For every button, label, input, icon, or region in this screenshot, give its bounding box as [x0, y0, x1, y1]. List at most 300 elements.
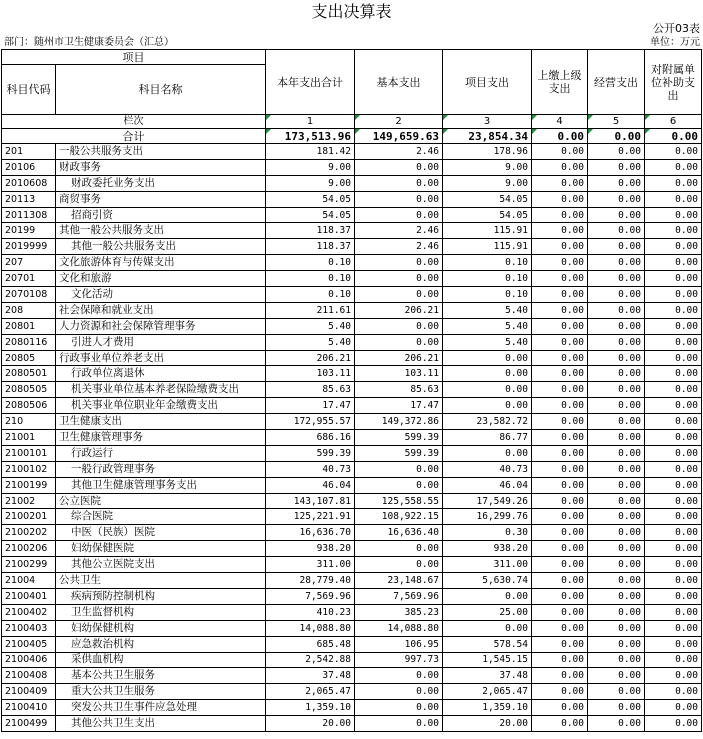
subject-code: 2100202 [2, 525, 56, 541]
subject-name [56, 557, 266, 573]
sum-label: 合计 [2, 129, 266, 144]
value-operating: 0.00 [588, 573, 645, 589]
subject-code: 2100206 [2, 541, 56, 557]
value-basic: 0.00 [355, 334, 443, 350]
table-row [2, 541, 702, 557]
value-total: 54.05 [266, 191, 355, 207]
value-project: 5,630.74 [443, 573, 532, 589]
table-row [2, 287, 702, 303]
value-basic: 2.46 [355, 223, 443, 239]
subject-code: 2100402 [2, 604, 56, 620]
value-total: 181.42 [266, 144, 355, 160]
value-basic: 85.63 [355, 382, 443, 398]
value-upper: 0.00 [532, 493, 588, 509]
value-subsidy: 0.00 [645, 191, 702, 207]
value-total: 0.10 [266, 255, 355, 271]
total-header: 本年支出合计 [266, 50, 355, 115]
subject-name [56, 271, 266, 287]
value-subsidy: 0.00 [645, 302, 702, 318]
value-project: 0.00 [443, 398, 532, 414]
value-basic: 0.00 [355, 207, 443, 223]
value-subsidy: 0.00 [645, 652, 702, 668]
sum-project: 23,854.34 [443, 129, 532, 144]
table-row [2, 430, 702, 446]
value-operating: 0.00 [588, 716, 645, 732]
table-row [2, 334, 702, 350]
value-subsidy: 0.00 [645, 144, 702, 160]
value-basic: 0.00 [355, 668, 443, 684]
subject-name [56, 716, 266, 732]
subject-name [56, 414, 266, 430]
value-basic: 599.39 [355, 430, 443, 446]
value-subsidy: 0.00 [645, 430, 702, 446]
subject-name [56, 541, 266, 557]
subject-name-text: 综合医院 [71, 510, 113, 523]
table-row [2, 414, 702, 430]
subject-name [56, 652, 266, 668]
value-basic: 14,088.80 [355, 620, 443, 636]
value-project: 20.00 [443, 716, 532, 732]
value-upper: 0.00 [532, 191, 588, 207]
subject-code: 207 [2, 255, 56, 271]
value-subsidy: 0.00 [645, 636, 702, 652]
value-project: 9.00 [443, 175, 532, 191]
value-basic: 16,636.40 [355, 525, 443, 541]
value-operating: 0.00 [588, 350, 645, 366]
value-project: 54.05 [443, 207, 532, 223]
value-operating: 0.00 [588, 620, 645, 636]
value-upper: 0.00 [532, 414, 588, 430]
value-operating: 0.00 [588, 525, 645, 541]
subject-name-text: 文化旅游体育与传媒支出 [59, 256, 175, 269]
table-row [2, 477, 702, 493]
value-total: 118.37 [266, 223, 355, 239]
subject-code: 2011308 [2, 207, 56, 223]
subject-name [56, 175, 266, 191]
value-upper: 0.00 [532, 334, 588, 350]
value-operating: 0.00 [588, 382, 645, 398]
table-row [2, 255, 702, 271]
value-operating: 0.00 [588, 477, 645, 493]
subject-code: 2070108 [2, 287, 56, 303]
value-basic: 149,372.86 [355, 414, 443, 430]
value-project: 23,582.72 [443, 414, 532, 430]
subject-code: 20106 [2, 159, 56, 175]
table-row [2, 382, 702, 398]
table-row [2, 509, 702, 525]
subject-name-text: 文化和旅游 [59, 272, 112, 285]
value-total: 9.00 [266, 159, 355, 175]
value-subsidy: 0.00 [645, 668, 702, 684]
subject-name-text: 机关事业单位职业年金缴费支出 [71, 399, 218, 412]
table-row [2, 652, 702, 668]
subject-name [56, 588, 266, 604]
value-total: 685.48 [266, 636, 355, 652]
value-operating: 0.00 [588, 239, 645, 255]
value-subsidy: 0.00 [645, 366, 702, 382]
value-basic: 0.00 [355, 461, 443, 477]
subject-name-text: 行政运行 [71, 446, 113, 459]
value-upper: 0.00 [532, 684, 588, 700]
subject-name [56, 287, 266, 303]
subject-name [56, 207, 266, 223]
value-project: 115.91 [443, 223, 532, 239]
value-total: 46.04 [266, 477, 355, 493]
value-operating: 0.00 [588, 541, 645, 557]
subject-name-text: 招商引资 [71, 208, 113, 221]
value-total: 125,221.91 [266, 509, 355, 525]
subject-name [56, 445, 266, 461]
table-row [2, 398, 702, 414]
value-project: 311.00 [443, 557, 532, 573]
value-subsidy: 0.00 [645, 716, 702, 732]
value-project: 0.00 [443, 350, 532, 366]
value-project: 25.00 [443, 604, 532, 620]
value-basic: 7,569.96 [355, 588, 443, 604]
subject-name [56, 144, 266, 160]
value-operating: 0.00 [588, 430, 645, 446]
subject-name [56, 366, 266, 382]
value-operating: 0.00 [588, 700, 645, 716]
value-subsidy: 0.00 [645, 477, 702, 493]
value-subsidy: 0.00 [645, 223, 702, 239]
value-project: 0.10 [443, 271, 532, 287]
value-operating: 0.00 [588, 509, 645, 525]
subject-code: 2100408 [2, 668, 56, 684]
value-subsidy: 0.00 [645, 159, 702, 175]
table-row [2, 684, 702, 700]
subject-name [56, 382, 266, 398]
table-row [2, 525, 702, 541]
value-total: 9.00 [266, 175, 355, 191]
subject-name [56, 573, 266, 589]
value-operating: 0.00 [588, 398, 645, 414]
value-total: 5.40 [266, 334, 355, 350]
operating-header: 经营支出 [588, 50, 645, 115]
value-subsidy: 0.00 [645, 414, 702, 430]
subject-name-text: 其他公共卫生支出 [71, 717, 155, 729]
value-basic: 2.46 [355, 144, 443, 160]
subject-code: 20801 [2, 318, 56, 334]
value-basic: 0.00 [355, 716, 443, 732]
subject-name [56, 430, 266, 446]
value-upper: 0.00 [532, 239, 588, 255]
subject-name-text: 公立医院 [59, 494, 101, 507]
subject-name-text: 妇幼保健医院 [71, 542, 134, 555]
value-upper: 0.00 [532, 318, 588, 334]
value-project: 5.40 [443, 318, 532, 334]
col-no-2: 2 [355, 115, 443, 129]
subject-name [56, 159, 266, 175]
value-basic: 0.00 [355, 684, 443, 700]
subject-name-text: 财政事务 [59, 160, 101, 173]
value-project: 5.40 [443, 334, 532, 350]
value-total: 2,542.88 [266, 652, 355, 668]
value-operating: 0.00 [588, 271, 645, 287]
subject-code: 2100299 [2, 557, 56, 573]
table-row [2, 239, 702, 255]
value-subsidy: 0.00 [645, 620, 702, 636]
value-upper: 0.00 [532, 588, 588, 604]
project-header: 项目 [2, 50, 266, 65]
subject-name [56, 493, 266, 509]
subject-name-text: 妇幼保健机构 [71, 621, 134, 634]
value-upper: 0.00 [532, 541, 588, 557]
basic-header: 基本支出 [355, 50, 443, 115]
col-no-1: 1 [266, 115, 355, 129]
value-subsidy: 0.00 [645, 239, 702, 255]
value-operating: 0.00 [588, 414, 645, 430]
value-basic: 125,558.55 [355, 493, 443, 509]
subject-code: 2080116 [2, 334, 56, 350]
value-total: 410.23 [266, 604, 355, 620]
subsidy-header: 对附属单位补助支出 [645, 50, 702, 115]
table-row [2, 716, 702, 732]
subject-name-text: 中医（民族）医院 [71, 526, 155, 539]
value-operating: 0.00 [588, 191, 645, 207]
value-project: 37.48 [443, 668, 532, 684]
subject-code: 20805 [2, 350, 56, 366]
code-header: 科目代码 [2, 65, 56, 115]
subject-code: 2100403 [2, 620, 56, 636]
value-subsidy: 0.00 [645, 684, 702, 700]
subject-code: 2100405 [2, 636, 56, 652]
table-row [2, 604, 702, 620]
value-total: 85.63 [266, 382, 355, 398]
value-project: 938.20 [443, 541, 532, 557]
subject-name [56, 350, 266, 366]
value-total: 17.47 [266, 398, 355, 414]
form-number: 公开03表 [653, 22, 700, 35]
subject-code: 2100409 [2, 684, 56, 700]
value-basic: 23,148.67 [355, 573, 443, 589]
expenditure-table [1, 49, 702, 732]
subject-code: 20701 [2, 271, 56, 287]
value-subsidy: 0.00 [645, 175, 702, 191]
subject-name-text: 财政委托业务支出 [71, 176, 155, 189]
value-total: 28,779.40 [266, 573, 355, 589]
value-basic: 206.21 [355, 350, 443, 366]
subject-name-text: 一般公共服务支出 [59, 144, 143, 157]
value-operating: 0.00 [588, 493, 645, 509]
table-row [2, 318, 702, 334]
value-subsidy: 0.00 [645, 493, 702, 509]
value-total: 20.00 [266, 716, 355, 732]
table-row [2, 175, 702, 191]
value-subsidy: 0.00 [645, 287, 702, 303]
value-total: 37.48 [266, 668, 355, 684]
value-upper: 0.00 [532, 430, 588, 446]
col-no-5: 5 [588, 115, 645, 129]
value-subsidy: 0.00 [645, 525, 702, 541]
table-row [2, 350, 702, 366]
value-upper: 0.00 [532, 604, 588, 620]
value-basic: 108,922.15 [355, 509, 443, 525]
value-upper: 0.00 [532, 668, 588, 684]
value-project: 1,359.10 [443, 700, 532, 716]
subject-name-text: 机关事业单位基本养老保险缴费支出 [71, 383, 239, 396]
value-subsidy: 0.00 [645, 588, 702, 604]
value-upper: 0.00 [532, 652, 588, 668]
value-upper: 0.00 [532, 382, 588, 398]
subject-name-text: 卫生健康管理事务 [59, 430, 143, 443]
value-project: 178.96 [443, 144, 532, 160]
value-operating: 0.00 [588, 461, 645, 477]
value-subsidy: 0.00 [645, 334, 702, 350]
unit-label: 单位：万元 [650, 37, 700, 48]
value-operating: 0.00 [588, 366, 645, 382]
value-project: 9.00 [443, 159, 532, 175]
value-upper: 0.00 [532, 716, 588, 732]
subject-name [56, 636, 266, 652]
value-subsidy: 0.00 [645, 445, 702, 461]
table-row [2, 573, 702, 589]
subject-name [56, 239, 266, 255]
value-operating: 0.00 [588, 159, 645, 175]
value-upper: 0.00 [532, 223, 588, 239]
value-upper: 0.00 [532, 636, 588, 652]
value-subsidy: 0.00 [645, 207, 702, 223]
value-upper: 0.00 [532, 557, 588, 573]
value-subsidy: 0.00 [645, 398, 702, 414]
value-total: 143,107.81 [266, 493, 355, 509]
value-upper: 0.00 [532, 144, 588, 160]
value-total: 206.21 [266, 350, 355, 366]
value-operating: 0.00 [588, 684, 645, 700]
value-subsidy: 0.00 [645, 271, 702, 287]
value-total: 40.73 [266, 461, 355, 477]
subject-name [56, 668, 266, 684]
value-basic: 0.00 [355, 287, 443, 303]
col-no-4: 4 [532, 115, 588, 129]
value-total: 599.39 [266, 445, 355, 461]
subject-name-text: 引进人才费用 [71, 335, 134, 348]
table-row [2, 557, 702, 573]
sum-upper: 0.00 [532, 129, 588, 144]
value-project: 5.40 [443, 302, 532, 318]
table-row [2, 636, 702, 652]
value-basic: 385.23 [355, 604, 443, 620]
value-project: 0.00 [443, 588, 532, 604]
subject-name-text: 采供血机构 [71, 653, 124, 666]
subject-name-text: 行政事业单位养老支出 [59, 351, 164, 364]
value-total: 0.10 [266, 287, 355, 303]
value-subsidy: 0.00 [645, 461, 702, 477]
value-basic: 0.00 [355, 700, 443, 716]
value-basic: 0.00 [355, 541, 443, 557]
value-total: 2,065.47 [266, 684, 355, 700]
table-row [2, 588, 702, 604]
subject-code: 201 [2, 144, 56, 160]
table-row [2, 493, 702, 509]
value-operating: 0.00 [588, 318, 645, 334]
subject-name [56, 509, 266, 525]
value-project: 86.77 [443, 430, 532, 446]
value-total: 686.16 [266, 430, 355, 446]
value-basic: 0.00 [355, 191, 443, 207]
subject-name [56, 223, 266, 239]
subject-code: 2100102 [2, 461, 56, 477]
subject-name [56, 255, 266, 271]
subject-code: 2100410 [2, 700, 56, 716]
value-operating: 0.00 [588, 636, 645, 652]
value-basic: 0.00 [355, 477, 443, 493]
subject-code: 21004 [2, 573, 56, 589]
value-project: 46.04 [443, 477, 532, 493]
value-basic: 0.00 [355, 318, 443, 334]
department-label: 部门：随州市卫生健康委员会（汇总） [4, 37, 174, 48]
upper-header: 上缴上级支出 [532, 50, 588, 115]
sum-basic: 149,659.63 [355, 129, 443, 144]
subject-code: 2100401 [2, 588, 56, 604]
subject-name-text: 其他公立医院支出 [71, 558, 155, 571]
name-header: 科目名称 [56, 65, 266, 115]
value-upper: 0.00 [532, 302, 588, 318]
value-basic: 2.46 [355, 239, 443, 255]
subject-code: 20199 [2, 223, 56, 239]
value-total: 54.05 [266, 207, 355, 223]
subject-name-text: 其他一般公共服务支出 [59, 224, 164, 237]
subject-code: 2019999 [2, 239, 56, 255]
subject-name [56, 191, 266, 207]
value-basic: 206.21 [355, 302, 443, 318]
value-project: 1,545.15 [443, 652, 532, 668]
value-total: 16,636.70 [266, 525, 355, 541]
col-no-3: 3 [443, 115, 532, 129]
value-total: 118.37 [266, 239, 355, 255]
value-upper: 0.00 [532, 366, 588, 382]
value-basic: 599.39 [355, 445, 443, 461]
value-basic: 106.95 [355, 636, 443, 652]
subject-name-text: 重大公共卫生服务 [71, 685, 155, 698]
table-row [2, 207, 702, 223]
col-no-6: 6 [645, 115, 702, 129]
value-upper: 0.00 [532, 159, 588, 175]
value-operating: 0.00 [588, 144, 645, 160]
value-operating: 0.00 [588, 255, 645, 271]
subject-name-text: 人力资源和社会保障管理事务 [59, 319, 196, 332]
value-subsidy: 0.00 [645, 509, 702, 525]
project-spend-header: 项目支出 [443, 50, 532, 115]
value-upper: 0.00 [532, 398, 588, 414]
table-row [2, 461, 702, 477]
value-subsidy: 0.00 [645, 557, 702, 573]
value-project: 16,299.76 [443, 509, 532, 525]
table-body [2, 144, 702, 732]
subject-name [56, 477, 266, 493]
subject-name [56, 461, 266, 477]
table-row [2, 191, 702, 207]
value-total: 0.10 [266, 271, 355, 287]
value-upper: 0.00 [532, 287, 588, 303]
column-no-label: 栏次 [2, 115, 266, 129]
value-basic: 0.00 [355, 271, 443, 287]
value-project: 0.30 [443, 525, 532, 541]
value-upper: 0.00 [532, 350, 588, 366]
subject-code: 2100201 [2, 509, 56, 525]
table-row [2, 159, 702, 175]
value-total: 5.40 [266, 318, 355, 334]
value-operating: 0.00 [588, 445, 645, 461]
value-basic: 0.00 [355, 255, 443, 271]
subject-name [56, 398, 266, 414]
subject-name-text: 突发公共卫生事件应急处理 [71, 701, 197, 714]
subject-name [56, 302, 266, 318]
subject-name-text: 疾病预防控制机构 [71, 589, 155, 602]
value-upper: 0.00 [532, 461, 588, 477]
sum-operating: 0.00 [588, 129, 645, 144]
value-upper: 0.00 [532, 509, 588, 525]
